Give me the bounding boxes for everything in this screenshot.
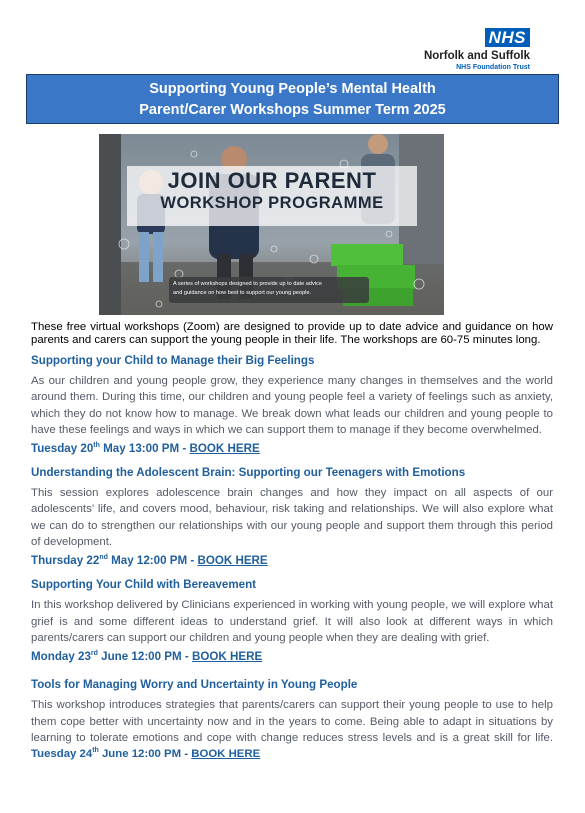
date-ordinal: th: [93, 442, 100, 450]
workshop-description-text: This workshop introduces strategies that parents/carers can support their young people to use to help them cope better with uncertainty now and in the years to come. Being able to adapt in situations by learning to tolerate emotions and cope with change reduces stress levels and is a great skill for life.: [31, 699, 553, 744]
date-ordinal: rd: [90, 650, 98, 658]
hero-image: [99, 134, 444, 315]
workshop-description: [31, 697, 553, 762]
workshop-title: Tools for Managing Worry and Uncertainty in Young People: [31, 678, 358, 692]
org-subtitle: NHS Foundation Trust: [456, 64, 530, 71]
date-ordinal: nd: [99, 554, 108, 562]
date-time: May 13:00 PM -: [99, 442, 190, 456]
book-here-link[interactable]: BOOK HERE: [197, 554, 268, 568]
main-content: [31, 321, 553, 762]
date-time: June 12:00 PM -: [98, 748, 192, 761]
date-day: Monday 23: [31, 650, 91, 664]
book-here-link[interactable]: BOOK HERE: [189, 442, 260, 456]
nhs-logo: [424, 28, 530, 72]
title-banner: [26, 74, 559, 124]
workshop-section: [31, 578, 553, 664]
date-time: May 12:00 PM -: [107, 554, 198, 568]
hero-caption-2: and guidance on how best to support our young people.: [173, 290, 312, 296]
nhs-badge: NHS: [485, 28, 530, 47]
workshop-date: [31, 442, 553, 456]
workshop-date: [31, 554, 553, 568]
workshop-description: This session explores adolescence brain changes and how they impact on all aspects of our adolescents’ life, and covers mood, behaviour, risk taking and relationships. We will also explore what we can do to strengthen our relationships with our young people and support them through this period of development.: [31, 487, 553, 549]
banner-line-2: Parent/Carer Workshops Summer Term 2025: [139, 102, 446, 118]
workshop-title: Understanding the Adolescent Brain: Supporting our Teenagers with Emotions: [31, 466, 466, 480]
workshop-date: [31, 748, 260, 760]
workshop-title: Supporting your Child to Manage their Big Feelings: [31, 354, 315, 367]
book-here-link[interactable]: BOOK HERE: [191, 748, 261, 761]
workshop-section: [31, 678, 553, 762]
date-day: Tuesday 24: [31, 748, 93, 761]
date-ordinal: th: [92, 747, 99, 755]
date-day: Tuesday 20: [31, 442, 94, 456]
workshop-description: In this workshop delivered by Clinicians experienced in working with young people, we will explore what grief is and some different ideas to understand grief. It will also look at different ways in which parents/carers can support our children and young people when they are dealing with grief.: [31, 599, 553, 644]
workshop-title: Supporting Your Child with Bereavement: [31, 578, 257, 592]
date-day: Thursday 22: [31, 554, 100, 568]
book-here-link[interactable]: BOOK HERE: [192, 650, 263, 664]
hero-illustration: [99, 134, 444, 315]
hero-caption-1: A series of workshops designed to provide up to date advice: [173, 281, 322, 287]
date-time: June 12:00 PM -: [97, 650, 192, 664]
hero-headline-2: WORKSHOP PROGRAMME: [160, 194, 384, 212]
workshop-section: [31, 354, 553, 456]
org-name: Norfolk and Suffolk: [423, 50, 530, 62]
banner-line-1: Supporting Young People’s Mental Health: [149, 81, 436, 97]
workshop-section: [31, 466, 553, 568]
hero-headline-1: JOIN OUR PARENT: [167, 168, 377, 193]
workshop-description: As our children and young people grow, they experience many changes in themselves and the world around them. During this time, our children and young people feel a variety of feelings such as anxiety, which they do not know how to manage. We break down what leads our children and young people to have these feelings and ways in which we can support them to manage if they become overwhelmed.: [31, 375, 553, 436]
workshop-date: [31, 650, 553, 664]
intro-paragraph: These free virtual workshops (Zoom) are designed to provide up to date advice and guidance on how parents and carers can support the young people in their life. The workshops are 60-75 minutes long.: [31, 321, 553, 346]
